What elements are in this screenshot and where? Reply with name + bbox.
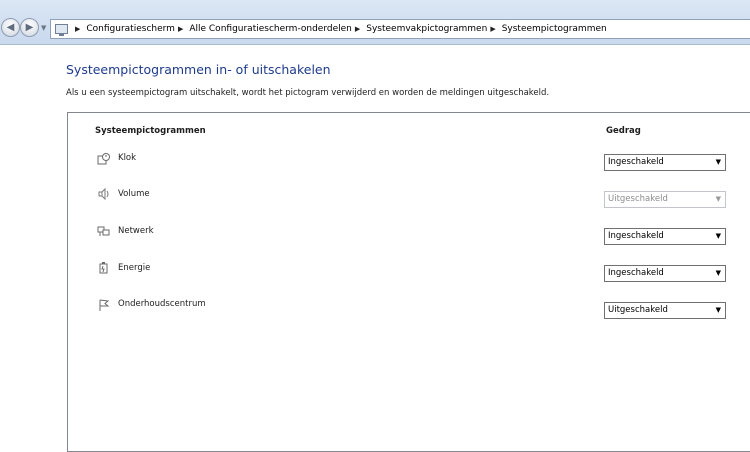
select-value: Uitgeschakeld xyxy=(608,194,668,204)
speaker-icon xyxy=(97,187,111,201)
recent-pages-dropdown[interactable] xyxy=(41,24,46,32)
power-icon xyxy=(97,261,111,275)
address-bar[interactable] xyxy=(50,19,750,39)
forward-button[interactable] xyxy=(20,18,39,37)
breadcrumb-item[interactable]: Systeemvakpictogrammen xyxy=(366,24,488,34)
breadcrumb-item[interactable]: Configuratiescherm xyxy=(86,24,175,34)
behavior-select-volume xyxy=(604,191,726,208)
behavior-select-action-center[interactable] xyxy=(604,302,726,319)
clock-icon xyxy=(97,152,111,166)
row-label-network: Netwerk xyxy=(118,226,154,236)
network-icon xyxy=(97,224,111,238)
breadcrumb-separator-icon[interactable]: ▶ xyxy=(490,25,496,33)
action-center-flag-icon xyxy=(97,298,111,312)
breadcrumb-item[interactable]: Alle Configuratiescherm-onderdelen xyxy=(189,24,352,34)
back-arrow-icon: ◀ xyxy=(6,22,15,33)
column-header-system-icons: Systeempictogrammen xyxy=(95,126,206,136)
select-value: Ingeschakeld xyxy=(608,231,664,241)
breadcrumb-separator-icon[interactable]: ▶ xyxy=(75,25,81,33)
row-label-action-center: Onderhoudscentrum xyxy=(118,299,206,309)
dropdown-arrow-icon: ▼ xyxy=(715,158,721,166)
row-label-clock: Klok xyxy=(118,153,137,163)
dropdown-arrow-icon: ▼ xyxy=(715,306,721,314)
navigation-bar xyxy=(0,0,750,45)
breadcrumb-separator-icon[interactable]: ▶ xyxy=(177,25,184,33)
page-description: Als u een systeempictogram uitschakelt, wordt het pictogram verwijderd en worden de meldingen uitgeschakeld. xyxy=(66,88,550,98)
select-value: Ingeschakeld xyxy=(608,268,664,278)
select-value: Uitgeschakeld xyxy=(608,305,668,315)
control-panel-icon xyxy=(55,24,68,34)
page-title: Systeempictogrammen in- of uitschakelen xyxy=(66,62,331,77)
breadcrumb-separator-icon[interactable]: ▶ xyxy=(354,25,361,33)
dropdown-arrow-icon: ▼ xyxy=(715,269,721,277)
row-label-volume: Volume xyxy=(118,189,150,199)
chevron-down-icon: ▼ xyxy=(41,24,47,32)
dropdown-arrow-icon: ▼ xyxy=(715,232,721,240)
breadcrumb-item[interactable]: Systeempictogrammen xyxy=(501,24,607,34)
behavior-select-clock[interactable] xyxy=(604,154,726,171)
back-button[interactable] xyxy=(1,18,20,37)
behavior-select-power[interactable] xyxy=(604,265,726,282)
dropdown-arrow-icon: ▼ xyxy=(715,195,721,203)
row-label-power: Energie xyxy=(118,263,151,273)
select-value: Ingeschakeld xyxy=(608,157,664,167)
behavior-select-network[interactable] xyxy=(604,228,726,245)
column-header-behavior: Gedrag xyxy=(606,126,641,136)
forward-arrow-icon: ▶ xyxy=(25,22,34,33)
